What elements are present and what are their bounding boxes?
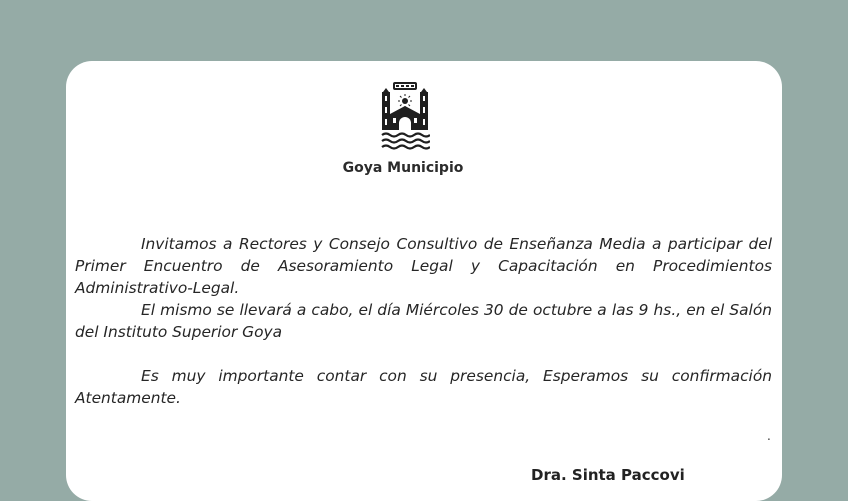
event-details-paragraph: El mismo se llevará a cabo, el día Miércoles 30 de octubre a las 9 hs., en el Salón del Instituto Superior Goya (75, 301, 772, 341)
signature-name: Dra. Sinta Paccovi (531, 466, 685, 484)
invitation-paragraph: Invitamos a Rectores y Consejo Consultivo de Enseñanza Media a participar del Primer Encuentro de Asesoramiento Legal y Capacitación en Procedimientos Administrativo-Legal. (75, 235, 772, 297)
goya-building-logo-icon (380, 80, 430, 152)
separator-dot: . (767, 429, 771, 443)
letter-card (66, 61, 782, 501)
brand-name: Goya Municipio (342, 160, 464, 176)
letter-body (75, 233, 772, 409)
closing-paragraph: Es muy importante contar con su presencia, Esperamos su confirmación Atentamente. (75, 367, 772, 407)
